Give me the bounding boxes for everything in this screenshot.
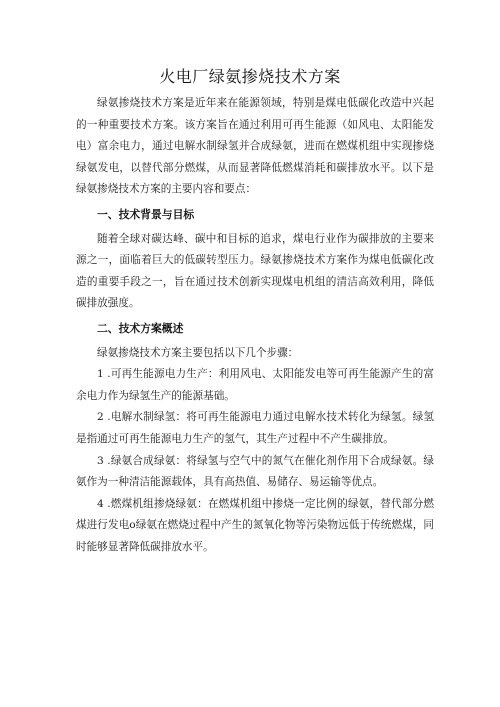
step-paragraph-3: 3 .绿氨合成绿氨：将绿氢与空气中的氮气在催化剂作用下合成绿氨。绿氨作为一种清洁能源载体，具有高热值、易储存、易运输等优点。 xyxy=(76,454,434,489)
intro-paragraph: 绿氨掺烧技术方案是近年来在能源领域，特别是煤电低碳化改造中兴起的一种重要技术方案。该方案旨在通过利用可再生能源（如风电、太阳能发电）富余电力，通过电解水制绿氢并合成绿氨，进而在燃煤机组中实现掺烧绿氨发电，以替代部分燃煤，从而显著降低燃煤消耗和碳排放水平。以下是绿氨掺烧技术方案的主要内容和要点： xyxy=(76,97,434,196)
section-heading-background: 一、技术背景与目标 xyxy=(97,207,195,221)
step-paragraph-1: 1 .可再生能源电力生产：利用风电、太阳能发电等可再生能源产生的富余电力作为绿氢生产的能源基础。 xyxy=(76,368,434,402)
document-title: 火电厂绿氨掺烧技术方案 xyxy=(159,67,341,86)
step-paragraph-2: 2 .电解水制绿氢：将可再生能源电力通过电解水技术转化为绿氢。绿氢是指通过可再生能源电力生产的氢气，其生产过程中不产生碳排放。 xyxy=(76,411,434,445)
section-background-paragraph: 随着全球对碳达峰、碳中和目标的追求，煤电行业作为碳排放的主要来源之一，面临着巨大的低碳转型压力。绿氨掺烧技术方案作为煤电低碳化改造的重要手段之一，旨在通过技术创新实现煤电机组的清洁高效利用，降低碳排放强度。 xyxy=(76,232,434,310)
section-overview-lead: 绿氨掺烧技术方案主要包括以下几个步骤： xyxy=(97,346,299,359)
step-paragraph-4: 4 .燃煤机组掺烧绿氨：在燃煤机组中掺烧一定比例的绿氨，替代部分燃煤进行发电o绿氨在燃烧过程中产生的氮氧化物等污染物远低于传统燃煤，同时能够显著降低碳排放水平。 xyxy=(76,497,434,553)
document-body xyxy=(76,93,434,558)
section-heading-overview: 二、技术方案概述 xyxy=(97,321,184,335)
